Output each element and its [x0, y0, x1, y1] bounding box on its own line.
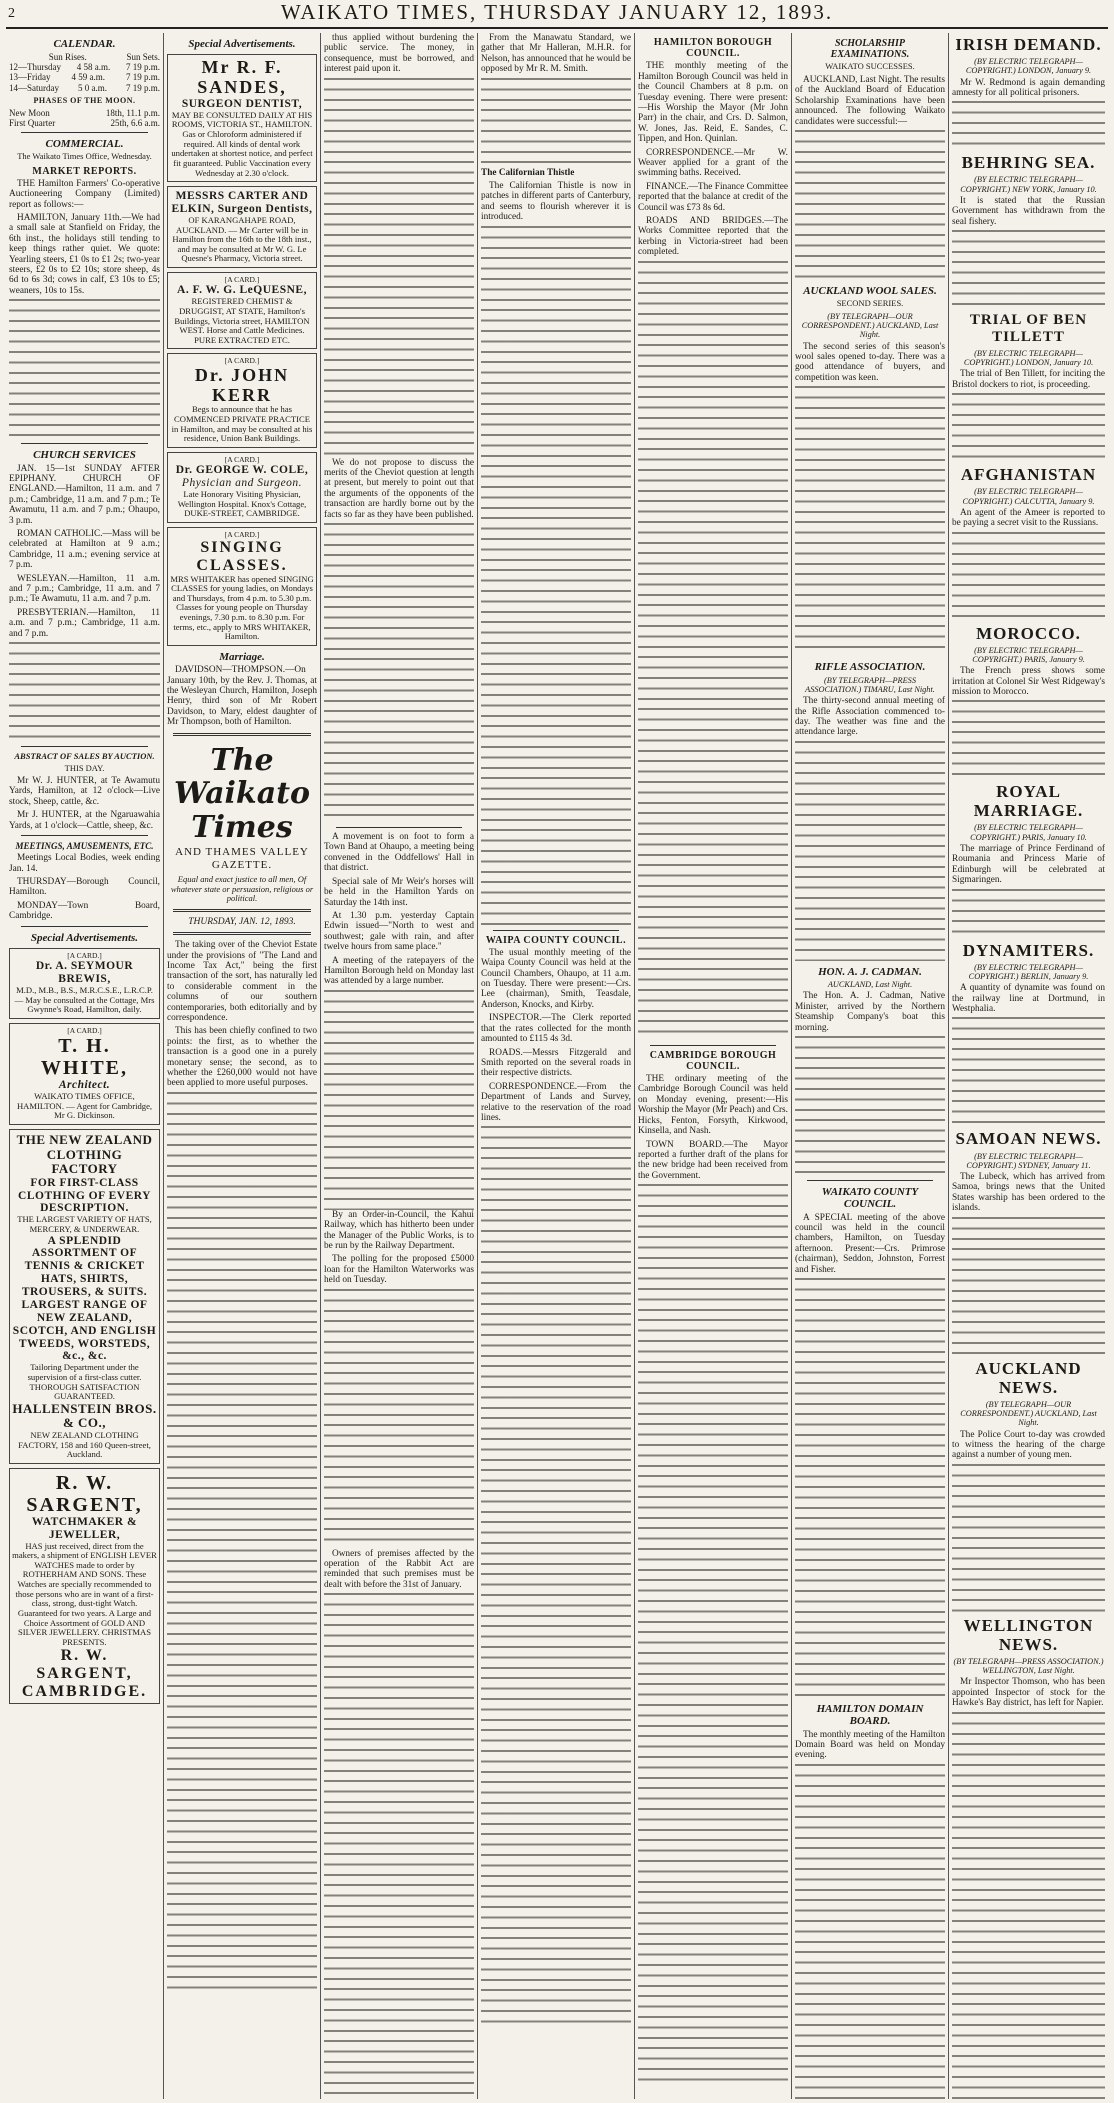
- divider: [173, 909, 311, 912]
- moon-phase: First Quarter: [9, 117, 56, 128]
- body-text-block: [324, 990, 474, 1210]
- moon-phase: New Moon: [9, 107, 50, 118]
- council-paragraph: THE monthly meeting of the Hamilton Borough Council was held in the Council Chambers at 8 p.m. on Tuesday evening. There were present:—His Worship the Mayor (Mr John Parr) in the chair, and Crs. D. Salmon, W. Jones, Jas. Reid, E. Sandes, C. Tippen, and Hon. Quinlan.: [638, 61, 788, 145]
- body-text-block: [795, 386, 945, 656]
- marriage-notice: DAVIDSON—THOMPSON.—On January 10th, by the Rev. J. Thomas, at the Wesleyan Church, Hamilton, Joseph Henry, third son of Mr Robert Davidson, to Mary, eldest daughter of Mr Thompson, both of Hamilton.: [167, 665, 317, 728]
- ad-line: LARGEST RANGE OF NEW ZEALAND, SCOTCH, AND ENGLISH TWEEDS, WORSTEDS, &c., &c.: [12, 1298, 157, 1363]
- commercial-sub: The Waikato Times Office, Wednesday.: [17, 151, 152, 162]
- ad-text: M.D., M.B., B.S., M.R.C.S.E., L.R.C.P. — May be consulted at the Cottage, Mrs Gwynne's Road, Hamilton, daily.: [14, 985, 155, 1015]
- council-paragraph: CORRESPONDENCE.—Mr W. Weaver applied for a grant of the swimming baths. Received.: [638, 147, 788, 179]
- council-paragraph: TOWN BOARD.—The Mayor reported a further draft of the plans for the new bridge had been received from the Government.: [638, 1139, 788, 1181]
- market-paragraph: THE Hamilton Farmers' Co-operative Auctioneering Company (Limited) report as follows:—: [9, 178, 160, 210]
- article-paragraph: We do not propose to discuss the merits of the Cheviot question at length at present, but merely to point out that the arguments of the opponents of the transaction are hardly borne out by the facts so far as they have been published.: [324, 457, 474, 520]
- news-item: The Californian Thistle is now in patches in different parts of Canterbury, and seems to flourish wherever it is introduced.: [481, 181, 631, 223]
- waikato-council-title: WAIKATO COUNTY COUNCIL.: [821, 1185, 919, 1211]
- body-text-block: [795, 130, 945, 280]
- meetings-paragraph: MONDAY—Town Board, Cambridge.: [9, 900, 160, 922]
- body-text-block: [167, 1092, 317, 1992]
- ad-subheading: Physician and Surgeon.: [181, 477, 303, 490]
- masthead-rule: [6, 27, 1108, 29]
- council-paragraph: THE ordinary meeting of the Cambridge Borough Council was held on Monday evening, present:—His Worship the Mayor (Mr Peach) and Crs. Hicks, Fenton, Forsyth, Kirkwood, Kinsella, and Nash.: [638, 1074, 788, 1137]
- news-item: The polling for the proposed £5000 loan for the Hamilton Waterworks was held on Tuesday.: [324, 1254, 474, 1286]
- calendar-title: CALENDAR.: [53, 38, 116, 50]
- dateline: AUCKLAND, Last Night.: [827, 980, 913, 990]
- news-item: At 1.30 p.m. yesterday Captain Edwin issued—"North to west and southwest; gale with rain, and after twelve hours from same place.": [324, 910, 474, 953]
- ad-subheading: WATCHMAKER & JEWELLER,: [31, 1515, 138, 1541]
- afghanistan-title: AFGHANISTAN: [960, 465, 1097, 485]
- calendar-rise: 4 58 a.m.: [76, 62, 111, 73]
- column-2: [163, 33, 320, 2099]
- divider: [21, 835, 148, 836]
- council-paragraph: FINANCE.—The Finance Committee reported that the balance at credit of the Council was £73 8s 6d.: [638, 181, 788, 213]
- cable-paragraph: The marriage of Prince Ferdinand of Roumania and Princess Marie of Edinburgh will be celebrated at Sigmaringen.: [952, 844, 1105, 886]
- cable-paragraph: The Police Court to-day was crowded to witness the hearing of the charge against a number of young men.: [952, 1429, 1105, 1461]
- body-text-block: [481, 1126, 631, 2026]
- ad-text: HAS just received, direct from the makers, a shipment of ENGLISH LEVER WATCHES made to order by ROTHERHAM AND SONS. These Watches are specially recommended to those persons who are in want of a first-class, strong, dust-tight Watch. Guaranteed for two years. A Large and Choice Assortment of GOLD AND SILVER JEWELLERY. CHRISTMAS PRESENTS.: [12, 1540, 157, 1647]
- news-item: A meeting of the ratepayers of the Hamilton Borough held on Monday last was attended by a large number.: [324, 955, 474, 987]
- abstract-sub: THIS DAY.: [64, 762, 105, 773]
- body-text-block: [952, 230, 1105, 310]
- church-paragraph: WESLEYAN.—Hamilton, 11 a.m. and 7 p.m.; Cambridge, 11 a.m. and 7 p.m.; Te Awamutu, 11 a.m. and 7 p.m.: [9, 573, 160, 605]
- news-item: Owners of premises affected by the operation of the Rabbit Act are reminded that such premises must be dealt with before the 31st of January.: [324, 1548, 474, 1590]
- column-1: [6, 33, 163, 2099]
- morocco-title: MOROCCO.: [976, 623, 1081, 643]
- dateline: (BY TELEGRAPH—OUR CORRESPONDENT.) AUCKLAND, Last Night.: [960, 1399, 1097, 1428]
- domain-board-title: HAMILTON DOMAIN BOARD.: [816, 1703, 924, 1728]
- abstract-paragraph: Mr W. J. HUNTER, at Te Awamutu Yards, Hamilton, at 12 o'clock—Live stock, Sheep, cattle, &c.: [9, 776, 160, 807]
- dateline: (BY ELECTRIC TELEGRAPH—COPYRIGHT.) SYDNEY, January 11.: [966, 1151, 1091, 1170]
- body-text-block: [952, 101, 1105, 151]
- news-item: Special sale of Mr Weir's horses will be held in the Hamilton Yards on Saturday the 14th inst.: [324, 876, 474, 908]
- ad-heading: A. F. W. G. LeQUESNE,: [177, 284, 307, 297]
- ad-heading: R. W. SARGENT,: [26, 1471, 143, 1516]
- royal-marriage-title: ROYAL MARRIAGE.: [973, 782, 1084, 821]
- ad-heading: Dr. A. SEYMOUR BREWIS,: [35, 960, 134, 986]
- wool-sales-sub: SECOND SERIES.: [836, 298, 904, 309]
- masthead: [0, 0, 1114, 24]
- ad-line: A SPLENDID ASSORTMENT OF TENNIS & CRICKET HATS, SHIRTS, TROUSERS, & SUITS.: [21, 1234, 148, 1299]
- ad-kerr: [167, 353, 317, 447]
- ad-line: THE LARGEST VARIETY OF HATS, MERCERY, & UNDERWEAR.: [17, 1214, 152, 1234]
- divider: [650, 1045, 776, 1046]
- body-text-block: [952, 393, 1105, 463]
- auckland-news-title: AUCKLAND NEWS.: [975, 1358, 1082, 1397]
- body-text-block: [324, 78, 474, 458]
- calendar-day: 14—Saturday: [9, 82, 59, 93]
- news-paragraph: The thirty-second annual meeting of the Rifle Association commenced to-day. The weather was fine and the attendance large.: [795, 696, 945, 738]
- ad-clothing-factory: [9, 1129, 160, 1464]
- article-paragraph: thus applied without burdening the public service. The money, in consequence, must be borrowed, and interest paid upon it.: [324, 33, 474, 75]
- ad-card-label: [A CARD.]: [67, 950, 102, 960]
- cable-paragraph: It is stated that the Russian Government has withdrawn from the seal fishery.: [952, 196, 1105, 227]
- divider: [21, 746, 148, 747]
- body-text-block: [481, 226, 631, 926]
- special-ads-title: Special Advertisements.: [188, 38, 296, 50]
- divider: [173, 932, 311, 935]
- church-paragraph: JAN. 15—1st SUNDAY AFTER EPIPHANY. CHURCH OF ENGLAND.—Hamilton, 11 a.m. and 7 p.m.; Cambridge, 11 a.m. and 7 p.m.; Te Awamutu, 11 a.m. and 7 p.m.; Ohaupo, 3 p.m.: [9, 463, 160, 526]
- council-paragraph: CORRESPONDENCE.—From the Department of Lands and Survey, relative to the reservation of the road lines.: [481, 1081, 631, 1123]
- commercial-title: COMMERCIAL.: [45, 137, 124, 150]
- church-paragraph: ROMAN CATHOLIC.—Mass will be celebrated at Hamilton at 9 a.m.; Cambridge, 11 a.m.; evening service at 7 p.m.: [9, 528, 160, 571]
- church-title: CHURCH SERVICES: [33, 449, 136, 462]
- wellington-news-title: WELLINGTON NEWS.: [963, 1615, 1094, 1654]
- calendar-day: 12—Thursday: [9, 62, 61, 73]
- body-text-block: [795, 1278, 945, 1698]
- column-6: [791, 33, 948, 2099]
- body-text-block: [324, 1289, 474, 1549]
- dateline: (BY ELECTRIC TELEGRAPH—COPYRIGHT.) LONDON, January 10.: [963, 348, 1094, 368]
- ad-heading: Mr R. F. SANDES,: [197, 57, 287, 98]
- ad-heading: THE NEW ZEALAND CLOTHING FACTORY: [16, 1132, 153, 1177]
- news-item: By an Order-in-Council, the Kahui Railway, which has hitherto been under the Manager of the Public Works, is to be run by the Railway Department.: [324, 1209, 474, 1251]
- page-number: 2: [8, 6, 17, 21]
- ad-firm-name: HALLENSTEIN BROS. & CO.,: [12, 1400, 157, 1431]
- ad-text: MRS WHITAKER has opened SINGING CLASSES for young ladies, on Mondays and Thursdays, from 4 p.m. to 5.30 p.m. Classes for young people on Thursday evenings, 7.30 p.m. to 8.30 p.m. For terms, etc., apply to MRS WHITAKER, Hamilton.: [170, 573, 314, 642]
- ad-sandes: [167, 54, 317, 182]
- council-paragraph: ROADS AND BRIDGES.—The Works Committee reported that the kerbing in Victoria-street had been completed.: [638, 216, 788, 258]
- news-item: From the Manawatu Standard, we gather that Mr Halleran, M.H.R. for Nelson, has announced that he would be opposed by Mr R. M. Smith.: [481, 33, 632, 75]
- column-7: [948, 33, 1108, 2099]
- special-ads-title: Special Advertisements.: [30, 931, 139, 944]
- column-5: [634, 33, 791, 2099]
- dynamiters-title: DYNAMITERS.: [962, 940, 1095, 960]
- calendar-set: 7 19 p.m.: [125, 62, 160, 73]
- ad-card-label: [A CARD.]: [224, 529, 260, 539]
- abstract-paragraph: Mr J. HUNTER, at the Ngaruawahia Yards, at 1 o'clock—Cattle, sheep, &c.: [9, 810, 160, 831]
- irish-demand-title: IRISH DEMAND.: [955, 35, 1102, 54]
- moon-title: PHASES OF THE MOON.: [33, 95, 136, 105]
- dateline: (BY ELECTRIC TELEGRAPH—COPYRIGHT.) LONDON, January 9.: [965, 57, 1092, 76]
- cable-paragraph: The French press shows some irritation at Colonel Sir West Ridgeway's mission to Morocco.: [952, 666, 1105, 697]
- news-paragraph: A SPECIAL meeting of the above council was held in the council chambers, Hamilton, on Tuesday afternoon. Present:—Crs. Primrose (chairman), Seddon, Johnston, Forrest and Fisher.: [795, 1212, 945, 1275]
- ad-card-label: [A CARD.]: [224, 356, 260, 366]
- body-text-block: [952, 700, 1105, 780]
- dateline: (BY ELECTRIC TELEGRAPH—COPYRIGHT.) PARIS, January 10.: [970, 823, 1087, 842]
- dateline: (BY ELECTRIC TELEGRAPH—COPYRIGHT.) CALCUTTA, January 9.: [962, 487, 1095, 506]
- moon-row: [9, 118, 160, 128]
- calendar-col-sunset: Sun Sets.: [126, 52, 160, 63]
- moon-time: 18th, 11.1 p.m.: [105, 107, 160, 118]
- body-text-block: [324, 1593, 474, 2099]
- editorial-paragraph: This has been chiefly confined to two points: the first, as to whether the transaction is a good one in a purely monetary sense; the second, as to whether the £260,000 would not have been applied to more useful purposes.: [167, 1026, 317, 1089]
- body-text-block: [952, 1017, 1105, 1127]
- divider: [807, 1180, 933, 1181]
- column-4: [477, 33, 634, 2099]
- cable-paragraph: Mr Inspector Thomson, who has been appointed Inspector of stock for the Hawke's Bay district, has left for Napier.: [952, 1677, 1105, 1709]
- calendar-header: [9, 52, 160, 62]
- divider: [173, 733, 311, 736]
- ad-text: Begs to announce that he has COMMENCED PRIVATE PRACTICE in Hamilton, and may be consulted at his residence, Union Bank Buildings.: [171, 404, 313, 444]
- meetings-title: MEETINGS, AMUSEMENTS, ETC.: [15, 841, 154, 852]
- body-text-block: [952, 1464, 1105, 1614]
- waipa-council-title: WAIPA COUNTY COUNCIL.: [485, 934, 627, 946]
- dateline: (BY TELEGRAPH—PRESS ASSOCIATION.) WELLINGTON, Last Night.: [953, 1656, 1104, 1676]
- news-item: A movement is on foot to form a Town Band at Ohaupo, a meeting being convened in the Oddfellows' Hall in that district.: [324, 832, 474, 874]
- ad-heading: Dr. JOHN KERR: [194, 364, 290, 405]
- behring-sea-title: BEHRING SEA.: [961, 153, 1096, 173]
- meetings-paragraph: THURSDAY—Borough Council, Hamilton.: [9, 876, 160, 898]
- editorial-paragraph: The taking over of the Cheviot Estate under the provisions of "The Land and Income Tax Act," being the first transaction of the sort, has naturally led to considerable comment in the columns of our southern contemporaries, both editorially and by correspondence.: [167, 940, 317, 1024]
- body-text-block: [9, 299, 160, 439]
- news-paragraph: The second series of this season's wool sales opened to-day. There was a good attendance of buyers, and competition was keen.: [795, 341, 945, 383]
- body-text-block: [9, 642, 160, 742]
- ad-heading: MESSRS CARTER AND ELKIN, Surgeon Dentists,: [171, 190, 313, 216]
- ad-lequesne: [167, 272, 317, 349]
- body-text-block: [481, 78, 631, 168]
- news-paragraph: AUCKLAND, Last Night. The results of the Auckland Board of Education Scholarship Examinations have been announced. The following Waikato candidates were successful:—: [795, 74, 945, 127]
- ad-text: OF KARANGAHAPE ROAD, AUCKLAND. — Mr Carter will be in Hamilton from the 16th to the 18th inst., and may be consulted at Mr W. G. Le Quesne's Pharmacy, Victoria street.: [172, 214, 312, 264]
- cambridge-council-title: CAMBRIDGE BOROUGH COUNCIL.: [649, 1049, 777, 1072]
- dateline: (BY ELECTRIC TELEGRAPH—COPYRIGHT.) NEW YORK, January 10.: [960, 175, 1097, 194]
- calendar-row: [9, 83, 160, 93]
- cable-paragraph: A quantity of dynamite was found on the railway line at Dortmund, in Westphalia.: [952, 983, 1105, 1015]
- ad-text: Late Honorary Visiting Physician, Wellington Hospital. Knox's Cottage, DUKE-STREET, CAMBRIDGE.: [177, 489, 307, 519]
- divider: [21, 443, 148, 444]
- dateline: (BY TELEGRAPH—OUR CORRESPONDENT.) AUCKLAND, Last Night.: [801, 311, 939, 340]
- ad-sargent: [9, 1468, 160, 1704]
- ad-card-label: [A CARD.]: [224, 454, 260, 464]
- ad-subheading: SURGEON DENTIST,: [181, 97, 303, 110]
- body-text-block: [952, 1217, 1105, 1357]
- market-title: MARKET REPORTS.: [32, 165, 137, 177]
- hamilton-council-title: HAMILTON BOROUGH COUNCIL.: [653, 37, 773, 60]
- ad-subheading: Architect.: [58, 1079, 111, 1092]
- divider: [21, 132, 148, 133]
- calendar-set: 7 19 p.m.: [125, 82, 160, 93]
- masthead-title: WAIKATO TIMES, THURSDAY JANUARY 12, 1893.: [280, 0, 834, 24]
- market-paragraph: HAMILTON, January 11th.—We had a small sale at Stanfield on Friday, the 6th inst., the holidays still tending to keep things rather quiet. We quote: Yearling steers, £1 0s to £1 2s; two-year steers, £2 0s to £2 10s; store sheep, 4s 6d to 6s 3d; cows in calf, £3 10s to £5; weaners, 10s to 15s.: [9, 212, 160, 296]
- council-paragraph: ROADS.—Messrs Fitzgerald and Smith reported on the several roads in their respective districts.: [481, 1047, 631, 1079]
- calendar-col-sunrise: Sun Rises.: [48, 52, 87, 63]
- ad-line: Tailoring Department under the supervision of a first-class cutter. THOROUGH SATISFACTION GUARANTEED.: [27, 1362, 142, 1402]
- moon-row: [9, 108, 160, 118]
- ad-brewis: [9, 948, 160, 1019]
- body-text-block: [952, 1712, 1105, 2099]
- church-paragraph: PRESBYTERIAN.—Hamilton, 11 a.m. and 7 p.m.; Cambridge, 11 a.m. and 7 p.m.: [9, 607, 160, 639]
- tillett-title: TRIAL OF BEN TILLETT: [969, 312, 1088, 346]
- column-3: [320, 33, 477, 2099]
- ad-heading: T. H. WHITE,: [40, 1035, 129, 1080]
- ad-firm-address: NEW ZEALAND CLOTHING FACTORY, 158 and 160 Queen-street, Auckland.: [18, 1429, 151, 1460]
- council-paragraph: The usual monthly meeting of the Waipa County Council was held at the Council Chambers, Ohaupo, at 11 a.m. on Tuesday. There were present:—Crs. Lee (chairman), Smith, Teasdale, Anderson, Knocks, and Kirby.: [481, 947, 631, 1010]
- body-text-block: [795, 1764, 945, 2099]
- meetings-paragraph: Meetings Local Bodies, week ending Jan. 14.: [9, 853, 160, 874]
- divider: [21, 926, 148, 927]
- news-paragraph: The monthly meeting of the Hamilton Domain Board was held on Monday evening.: [795, 1729, 945, 1761]
- ad-text: MAY BE CONSULTED DAILY AT HIS ROOMS, VICTORIA ST., HAMILTON. Gas or Chloroform administered if required. All kinds of dental work undertaken at shortest notice, and perfect fit guaranteed. Public Vaccination every Wednesday at 2.30 o'clock.: [171, 109, 313, 178]
- ad-white: [9, 1023, 160, 1125]
- calendar-rise: 5 0 a.m.: [77, 82, 107, 93]
- ad-carter-elkin: [167, 186, 317, 268]
- calendar-day: 13—Friday: [9, 72, 51, 83]
- samoan-news-title: SAMOAN NEWS.: [955, 1129, 1102, 1149]
- dateline: (BY TELEGRAPH—PRESS ASSOCIATION.) TIMARU, Last Night.: [805, 675, 935, 694]
- body-text-block: [952, 532, 1105, 622]
- cable-paragraph: The trial of Ben Tillett, for inciting the Bristol dockers to riot, is proceeding.: [952, 369, 1105, 390]
- ad-footer: R. W. SARGENT, CAMBRIDGE.: [21, 1647, 148, 1700]
- body-text-block: [795, 741, 945, 961]
- calendar-row: [9, 62, 160, 72]
- calendar-set: 7 19 p.m.: [125, 72, 160, 83]
- abstract-title: ABSTRACT OF SALES BY AUCTION.: [14, 751, 155, 762]
- ad-text: WAIKATO TIMES OFFICE, HAMILTON. — Agent for Cambridge, Mr G. Dickinson.: [16, 1091, 153, 1121]
- cable-paragraph: Mr W. Redmond is again demanding amnesty for all political prisoners.: [952, 77, 1105, 98]
- moon-time: 25th, 6.6 a.m.: [110, 117, 160, 128]
- dateline: (BY ELECTRIC TELEGRAPH—COPYRIGHT.) BERLIN, January 9.: [968, 962, 1089, 981]
- edition-date: THURSDAY, JAN. 12, 1893.: [188, 916, 296, 927]
- calendar-row: [9, 72, 160, 82]
- body-text-block: [638, 1184, 788, 2084]
- ad-singing-classes: [167, 527, 317, 646]
- body-text-block: [324, 523, 474, 823]
- scholarship-sub: WAIKATO SUCCESSES.: [825, 61, 915, 72]
- cable-paragraph: An agent of the Ameer is reported to be paying a secret visit to the Russians.: [952, 507, 1105, 529]
- rifle-title: RIFLE ASSOCIATION.: [814, 661, 926, 674]
- nameplate-motto: Equal and exact justice to all men, Of whatever state or persuasion, religious or political.: [170, 874, 314, 904]
- ad-card-label: [A CARD.]: [67, 1025, 102, 1035]
- scholarship-title: SCHOLARSHIP EXAMINATIONS.: [830, 38, 910, 61]
- ad-line: FOR FIRST-CLASS CLOTHING OF EVERY DESCRIPTION.: [18, 1176, 151, 1215]
- newspaper-nameplate: The Waikato Times: [173, 742, 310, 845]
- news-paragraph: The Hon. A. J. Cadman, Native Minister, arrived by the Northern Steamship Company's boat this morning.: [795, 991, 945, 1033]
- cable-paragraph: The Lubeck, which has arrived from Samoa, brings news that the United States warship has been ordered to the islands.: [952, 1172, 1105, 1214]
- body-text-block: [638, 261, 788, 1041]
- divider: [493, 930, 619, 931]
- ad-cole: [167, 452, 317, 523]
- nameplate-sub: AND THAMES VALLEY GAZETTE.: [175, 846, 309, 871]
- ad-heading: Dr. GEORGE W. COLE,: [175, 464, 309, 477]
- marriage-title: Marriage.: [219, 650, 265, 663]
- news-item: The Californian Thistle: [481, 167, 575, 178]
- calendar-rise: 4 59 a.m.: [71, 72, 105, 83]
- cadman-title: HON. A. J. CADMAN.: [818, 965, 922, 978]
- council-paragraph: INSPECTOR.—The Clerk reported that the rates collected for the month amounted to £115 4s 3d.: [481, 1013, 631, 1045]
- body-text-block: [795, 1036, 945, 1176]
- divider: [336, 827, 462, 828]
- body-text-block: [952, 889, 1105, 939]
- ad-card-label: [A CARD.]: [224, 275, 260, 285]
- ad-heading: SINGING CLASSES.: [196, 539, 288, 574]
- ad-text: REGISTERED CHEMIST & DRUGGIST, AT STATE, Hamilton's Buildings, Victoria street, HAMILTON WEST. Horse and Cattle Medicines. PURE EXTRACTED ETC.: [174, 296, 310, 345]
- wool-sales-title: AUCKLAND WOOL SALES.: [803, 284, 937, 297]
- dateline: (BY ELECTRIC TELEGRAPH—COPYRIGHT.) PARIS, January 9.: [972, 645, 1085, 664]
